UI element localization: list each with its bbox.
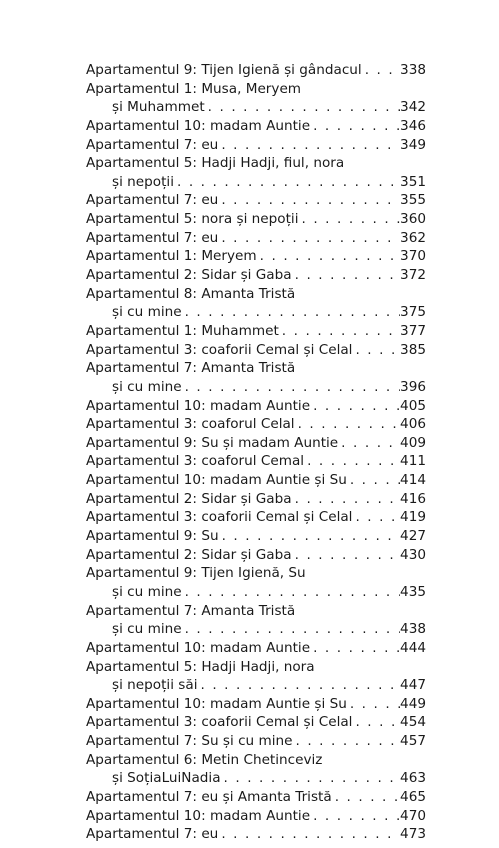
toc-entry-title: Apartamentul 10: madam Auntie bbox=[86, 639, 311, 656]
toc-entry bbox=[86, 527, 426, 546]
toc-entry bbox=[86, 658, 426, 677]
toc-entry-title: și cu mine bbox=[112, 583, 182, 600]
toc-entry bbox=[86, 266, 426, 285]
toc-entry bbox=[86, 61, 426, 80]
toc-entry-title: Apartamentul 2: Sidar și Gaba bbox=[86, 267, 292, 284]
toc-page-number: 416 bbox=[400, 490, 426, 507]
toc-page-number: 396 bbox=[400, 378, 426, 395]
toc-page-number: 346 bbox=[400, 117, 426, 134]
toc-entry bbox=[86, 825, 426, 844]
dot-leader bbox=[362, 61, 400, 80]
toc-entry-title: Apartamentul 2: Sidar și Gaba bbox=[86, 546, 292, 563]
toc-page-number: 449 bbox=[400, 695, 426, 712]
toc-entry-title: Apartamentul 9: Tijen Igienă și gândacul bbox=[86, 62, 362, 78]
dot-leader bbox=[182, 620, 400, 639]
toc-entry bbox=[86, 564, 426, 583]
dot-leader bbox=[295, 415, 400, 434]
toc-entry-title: și cu mine bbox=[112, 304, 182, 321]
toc-entry-continuation bbox=[86, 98, 426, 117]
toc-entry-title: Apartamentul 5: Hadji Hadji, fiul, nora bbox=[86, 155, 345, 172]
dot-leader bbox=[347, 471, 400, 490]
toc-entry-title: Apartamentul 7: Su și cu mine bbox=[86, 733, 293, 750]
toc-entry-title: Apartamentul 7: eu bbox=[86, 826, 219, 843]
dot-leader bbox=[205, 98, 400, 117]
dot-leader bbox=[352, 341, 400, 360]
toc-entry bbox=[86, 415, 426, 434]
toc-page-number: 349 bbox=[400, 136, 426, 153]
toc-entry-title: Apartamentul 5: Hadji Hadji, nora bbox=[86, 658, 315, 675]
toc-entry-title: și cu mine bbox=[112, 378, 182, 395]
dot-leader bbox=[182, 303, 400, 322]
toc-entry-title: Apartamentul 3: coaforii Cemal și Celal bbox=[86, 509, 353, 526]
toc-page-number: 430 bbox=[400, 546, 426, 563]
dot-leader bbox=[182, 583, 400, 602]
toc-entry-title: Apartamentul 7: eu bbox=[86, 136, 219, 153]
toc-page-number: 454 bbox=[400, 714, 426, 731]
toc-entry-continuation bbox=[86, 620, 426, 639]
toc-page-number: 360 bbox=[400, 211, 426, 228]
toc-entry bbox=[86, 546, 426, 565]
toc-page-number: 342 bbox=[400, 99, 426, 116]
dot-leader bbox=[292, 266, 400, 285]
toc-entry bbox=[86, 341, 426, 360]
dot-leader bbox=[174, 173, 400, 192]
dot-leader bbox=[218, 825, 400, 844]
dot-leader bbox=[292, 732, 400, 751]
toc-page-number: 470 bbox=[400, 807, 426, 824]
toc-entry-title: Apartamentul 10: madam Auntie bbox=[86, 397, 311, 414]
toc-entry bbox=[86, 247, 426, 266]
toc-entry bbox=[86, 434, 426, 453]
toc-entry bbox=[86, 807, 426, 826]
toc-entry bbox=[86, 229, 426, 248]
toc-page-number: 427 bbox=[400, 528, 426, 545]
toc-page-number: 377 bbox=[400, 322, 426, 339]
toc-entry-title: Apartamentul 9: Su și madam Auntie bbox=[86, 434, 339, 451]
toc-entry-title: Apartamentul 7: eu bbox=[86, 229, 219, 246]
toc-page-number: 375 bbox=[400, 304, 426, 321]
dot-leader bbox=[218, 191, 400, 210]
dot-leader bbox=[352, 713, 400, 732]
toc-page-number: 362 bbox=[400, 229, 426, 246]
toc-entry-title: Apartamentul 3: coaforul Cemal bbox=[86, 453, 305, 470]
toc-entry bbox=[86, 359, 426, 378]
toc-entry bbox=[86, 80, 426, 99]
toc-entry-title: și nepoții săi bbox=[112, 677, 198, 694]
dot-leader bbox=[347, 695, 400, 714]
toc-entry-title: Apartamentul 6: Metin Chetinceviz bbox=[86, 751, 323, 768]
toc-page-number: 405 bbox=[400, 397, 426, 414]
toc-entry bbox=[86, 695, 426, 714]
toc-entry-title: și Muhammet bbox=[112, 99, 205, 116]
toc-entry bbox=[86, 508, 426, 527]
dot-leader bbox=[310, 397, 400, 416]
dot-leader bbox=[219, 527, 400, 546]
toc-page-number: 372 bbox=[400, 267, 426, 284]
toc-entry-title: Apartamentul 7: eu bbox=[86, 192, 219, 209]
toc-page-number: 355 bbox=[400, 192, 426, 209]
toc-entry-title: și nepoții bbox=[112, 173, 174, 190]
toc-entry bbox=[86, 471, 426, 490]
toc-entry-title: și SoțiaLuiNadia bbox=[112, 770, 221, 787]
toc-entry-title: Apartamentul 1: Muhammet bbox=[86, 322, 279, 339]
dot-leader bbox=[298, 210, 400, 229]
toc-page-number: 473 bbox=[400, 826, 426, 843]
dot-leader bbox=[218, 136, 400, 155]
toc-entry-title: Apartamentul 9: Tijen Igienă, Su bbox=[86, 565, 306, 582]
toc-page-number: 409 bbox=[400, 434, 426, 451]
toc-page-number: 457 bbox=[400, 733, 426, 750]
dot-leader bbox=[257, 247, 400, 266]
toc-entry bbox=[86, 322, 426, 341]
toc-entry-title: Apartamentul 10: madam Auntie bbox=[86, 807, 311, 824]
toc-entry-title: Apartamentul 10: madam Auntie și Su bbox=[86, 695, 347, 712]
toc-entry-title: Apartamentul 10: madam Auntie bbox=[86, 117, 311, 134]
toc-entry bbox=[86, 154, 426, 173]
toc-entry bbox=[86, 490, 426, 509]
toc-entry-continuation bbox=[86, 303, 426, 322]
toc-page-number: 338 bbox=[400, 62, 426, 78]
dot-leader bbox=[292, 546, 400, 565]
toc-page-number: 435 bbox=[400, 583, 426, 600]
toc-entry-title: Apartamentul 1: Meryem bbox=[86, 248, 257, 265]
dot-leader bbox=[332, 788, 400, 807]
toc-entry bbox=[86, 452, 426, 471]
toc-entry bbox=[86, 713, 426, 732]
dot-leader bbox=[304, 452, 400, 471]
toc-page-number: 414 bbox=[400, 472, 426, 489]
toc-entry-title: Apartamentul 7: Amanta Tristă bbox=[86, 602, 296, 619]
dot-leader bbox=[310, 807, 400, 826]
toc-entry-continuation bbox=[86, 378, 426, 397]
dot-leader bbox=[182, 378, 400, 397]
toc-entry-title: Apartamentul 5: nora și nepoții bbox=[86, 211, 299, 228]
dot-leader bbox=[221, 769, 401, 788]
toc-entry-title: și cu mine bbox=[112, 621, 182, 638]
toc-entry-title: Apartamentul 3: coaforii Cemal și Celal bbox=[86, 714, 353, 731]
toc-page-number: 385 bbox=[400, 341, 426, 358]
dot-leader bbox=[352, 508, 400, 527]
toc-entry-continuation bbox=[86, 583, 426, 602]
dot-leader bbox=[292, 490, 400, 509]
toc-page-number: 411 bbox=[400, 453, 426, 470]
toc-page-number: 406 bbox=[400, 416, 426, 433]
toc-page-number: 351 bbox=[400, 173, 426, 190]
dot-leader bbox=[279, 322, 400, 341]
dot-leader bbox=[338, 434, 400, 453]
toc-page-number: 438 bbox=[400, 621, 426, 638]
dot-leader bbox=[198, 676, 401, 695]
toc-entry bbox=[86, 732, 426, 751]
table-of-contents bbox=[86, 61, 426, 844]
toc-entry bbox=[86, 751, 426, 770]
toc-entry bbox=[86, 788, 426, 807]
toc-page-number: 465 bbox=[400, 788, 426, 805]
dot-leader bbox=[310, 117, 400, 136]
toc-entry-continuation bbox=[86, 676, 426, 695]
toc-entry bbox=[86, 136, 426, 155]
toc-entry-title: Apartamentul 3: coaforul Celal bbox=[86, 416, 295, 433]
dot-leader bbox=[310, 639, 400, 658]
toc-entry-continuation bbox=[86, 173, 426, 192]
toc-entry-title: Apartamentul 2: Sidar și Gaba bbox=[86, 490, 292, 507]
toc-entry bbox=[86, 602, 426, 621]
toc-entry-title: Apartamentul 7: Amanta Tristă bbox=[86, 360, 296, 377]
toc-page-number: 419 bbox=[400, 509, 426, 526]
toc-entry bbox=[86, 397, 426, 416]
toc-entry-title: Apartamentul 7: eu și Amanta Tristă bbox=[86, 788, 332, 805]
toc-entry-title: Apartamentul 3: coaforii Cemal și Celal bbox=[86, 341, 353, 358]
toc-page-number: 447 bbox=[400, 677, 426, 694]
toc-entry bbox=[86, 285, 426, 304]
toc-entry-continuation bbox=[86, 769, 426, 788]
toc-entry bbox=[86, 639, 426, 658]
toc-entry-title: Apartamentul 1: Musa, Meryem bbox=[86, 80, 302, 97]
toc-page-number: 463 bbox=[400, 770, 426, 787]
toc-entry bbox=[86, 117, 426, 136]
toc-entry-title: Apartamentul 10: madam Auntie și Su bbox=[86, 472, 347, 489]
toc-entry bbox=[86, 210, 426, 229]
toc-page-number: 370 bbox=[400, 248, 426, 265]
toc-page-number: 444 bbox=[400, 639, 426, 656]
toc-entry-title: Apartamentul 8: Amanta Tristă bbox=[86, 285, 296, 302]
toc-entry bbox=[86, 191, 426, 210]
dot-leader bbox=[218, 229, 400, 248]
toc-entry-title: Apartamentul 9: Su bbox=[86, 528, 219, 545]
